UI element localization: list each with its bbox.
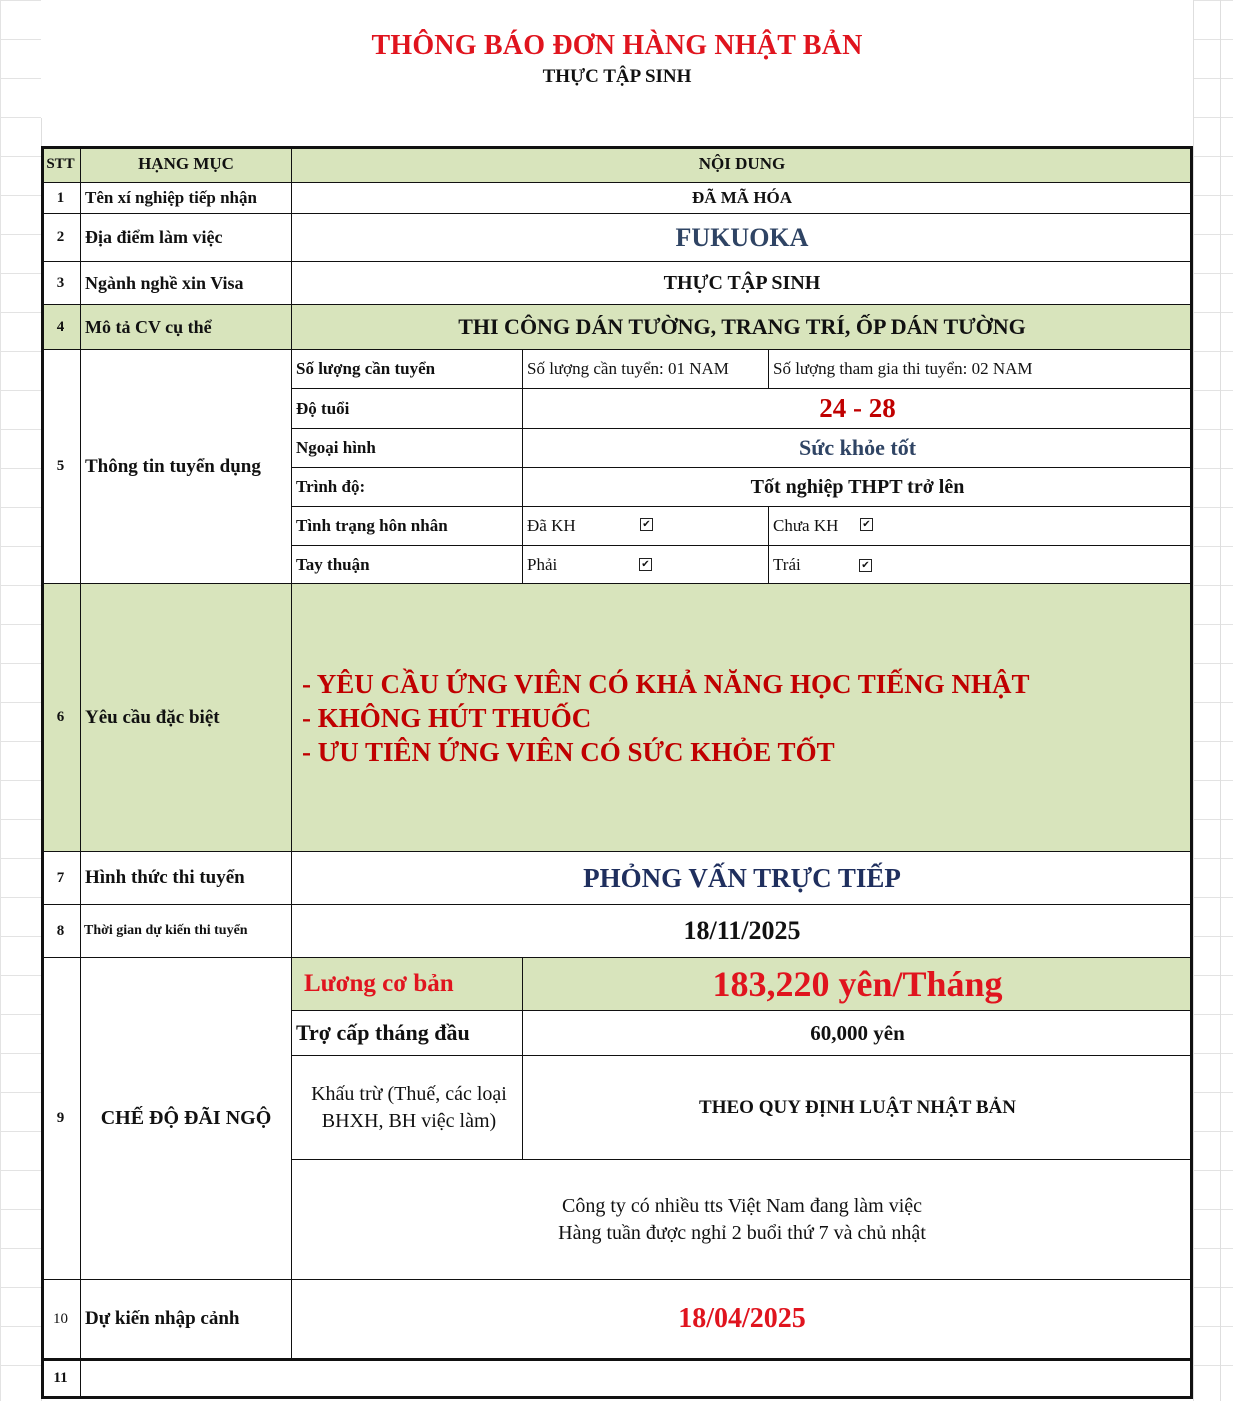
exam-date-value: 18/11/2025 — [292, 905, 1193, 958]
page-subtitle: THỰC TẬP SINH — [542, 66, 692, 87]
row-9-stt: 9 — [41, 958, 81, 1280]
quantity-label: Số lượng cần tuyển — [292, 350, 523, 389]
row-6-stt: 6 — [41, 584, 81, 852]
header-stt: STT — [41, 146, 81, 183]
option-label: Đã KH — [527, 516, 576, 535]
row-8-stt: 8 — [41, 905, 81, 958]
requirement-item: - ƯU TIÊN ỨNG VIÊN CÓ SỨC KHỎE TỐT — [302, 736, 835, 767]
row-4-stt: 4 — [41, 305, 81, 350]
age-value: 24 - 28 — [523, 389, 1193, 429]
job-description-value: THI CÔNG DÁN TƯỜNG, TRANG TRÍ, ỐP DÁN TƯỜNG — [292, 305, 1193, 350]
row-10-stt: 10 — [41, 1280, 81, 1359]
header-content: NỘI DUNG — [292, 146, 1193, 183]
quantity-participants: Số lượng tham gia thi tuyển: 02 NAM — [769, 350, 1193, 389]
quantity-needed: Số lượng cần tuyển: 01 NAM — [523, 350, 769, 389]
option-label: Phải — [527, 554, 558, 574]
base-salary-value: 183,220 yên/Tháng — [523, 958, 1193, 1011]
row-2-stt: 2 — [41, 214, 81, 262]
header-category: HẠNG MỤC — [81, 146, 292, 183]
marital-label: Tình trạng hôn nhân — [292, 507, 523, 546]
education-value: Tốt nghiệp THPT trở lên — [523, 468, 1193, 507]
page-title: THÔNG BÁO ĐƠN HÀNG NHẬT BẢN — [371, 30, 863, 61]
handedness-label: Tay thuận — [292, 546, 523, 584]
title-area — [41, 0, 1193, 118]
row-9-label: CHẾ ĐỘ ĐÃI NGỘ — [81, 958, 292, 1280]
benefit-notes — [292, 1160, 1193, 1280]
marital-option-single — [769, 507, 1193, 546]
row-11-content — [81, 1359, 1193, 1399]
exam-format-value: PHỎNG VẤN TRỰC TIẾP — [292, 852, 1193, 905]
table-divider — [41, 1359, 1193, 1361]
handedness-option-right — [523, 546, 769, 584]
benefit-note: Công ty có nhiều tts Việt Nam đang làm việc — [561, 1194, 923, 1217]
row-8-label: Thời gian dự kiến thi tuyển — [81, 905, 292, 958]
row-7-label: Hình thức thi tuyển — [81, 852, 292, 905]
row-5-stt: 5 — [41, 350, 81, 584]
row-3-stt: 3 — [41, 262, 81, 305]
checkbox-right-hand-icon[interactable]: ✔ — [639, 558, 652, 571]
age-label: Độ tuổi — [292, 389, 523, 429]
allowance-label: Trợ cấp tháng đầu — [292, 1011, 523, 1056]
option-label: Chưa KH — [773, 516, 839, 535]
requirement-item: - YÊU CẦU ỨNG VIÊN CÓ KHẢ NĂNG HỌC TIẾNG NHẬT — [302, 668, 1030, 699]
sheet-gridline — [1220, 0, 1221, 1401]
row-7-stt: 7 — [41, 852, 81, 905]
row-3-label: Ngành nghề xin Visa — [81, 262, 292, 305]
special-requirements — [292, 584, 1193, 852]
work-location-value: FUKUOKA — [292, 214, 1193, 262]
benefit-note: Hàng tuần được nghỉ 2 buổi thứ 7 và chủ nhật — [558, 1221, 926, 1244]
row-11-stt: 11 — [41, 1359, 81, 1399]
row-6-label: Yêu cầu đặc biệt — [81, 584, 292, 852]
row-10-label: Dự kiến nhập cảnh — [81, 1280, 292, 1359]
visa-type-value: THỰC TẬP SINH — [292, 262, 1193, 305]
requirement-item: - KHÔNG HÚT THUỐC — [302, 702, 592, 733]
base-salary-label: Lương cơ bản — [292, 958, 523, 1011]
row-1-label: Tên xí nghiệp tiếp nhận — [81, 183, 292, 214]
appearance-value: Sức khỏe tốt — [523, 429, 1193, 468]
deduction-value: THEO QUY ĐỊNH LUẬT NHẬT BẢN — [523, 1056, 1193, 1160]
entry-date-value: 18/04/2025 — [292, 1280, 1193, 1359]
row-1-stt: 1 — [41, 183, 81, 214]
row-4-label: Mô tả CV cụ thể — [81, 305, 292, 350]
sheet-gridline — [1193, 0, 1194, 1401]
row-5-label: Thông tin tuyển dụng — [81, 350, 292, 584]
company-name-value: ĐÃ MÃ HÓA — [292, 183, 1193, 214]
job-order-table — [41, 146, 1193, 1399]
row-2-label: Địa điểm làm việc — [81, 214, 292, 262]
education-label: Trình độ: — [292, 468, 523, 507]
checkbox-left-hand-icon[interactable]: ✔ — [859, 559, 872, 572]
allowance-value: 60,000 yên — [523, 1011, 1193, 1056]
appearance-label: Ngoại hình — [292, 429, 523, 468]
checkbox-single-icon[interactable]: ✔ — [860, 518, 873, 531]
handedness-option-left — [769, 546, 1193, 584]
deduction-label: Khấu trừ (Thuế, các loại BHXH, BH việc làm) — [292, 1056, 523, 1160]
marital-option-married — [523, 507, 769, 546]
checkbox-married-icon[interactable]: ✔ — [640, 518, 653, 531]
option-label: Trái — [773, 554, 801, 574]
